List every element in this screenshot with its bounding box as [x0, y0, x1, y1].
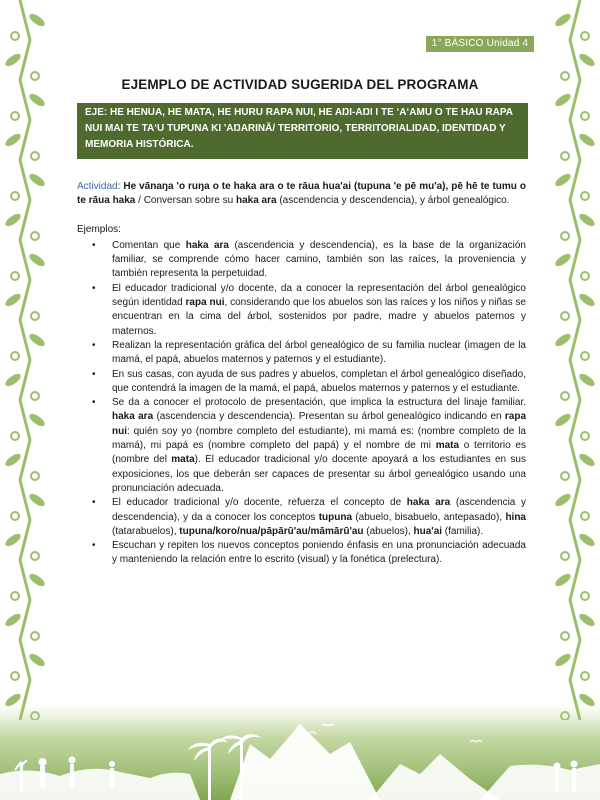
- border-vine: [570, 0, 580, 720]
- border-koru: [561, 312, 569, 320]
- decorative-border-right: [550, 0, 600, 720]
- border-leaf: [577, 52, 596, 69]
- border-koru: [11, 592, 19, 600]
- activity-paragraph: Actividad: He vānaŋa 'o ruŋa o te haka ara o te rāua hua'ai (tupuna 'e pē mu'a), pē hē te tumu o te rāua haka / Conversan sobre su haka ara (ascendencia y descendencia), y árbol genealógico.: [77, 181, 526, 207]
- main-content: [77, 180, 526, 568]
- list-item: • En sus casas, con ayuda de sus padres y abuelos, completan el árbol genealógico diseñado, que contendrá la imagen de la mamá, el papá, abuelos maternos y paternos y el estudiante.: [92, 368, 526, 394]
- list-item: • Se da a conocer el protocolo de presentación, que implica la estructura del linaje familiar. haka ara (ascendencia y descendencia). Presentan su árbol genealógico indicando en rapa nui: quién soy yo (nombre completo del estudiante), mi mamá es: (nombre completo de la mamá), mi papá es (nombre completo del papá) y el nombre de mi mata o territorio es (nombre del mata). El educador tradicional y/o docente apoyará a los estudiantes en sus exposiciones, los que deberán ser capaces de presentar su árbol genealógico usando una pronunciación adecuada.: [92, 397, 527, 494]
- eje-text: EJE: HE HENUA, HE MATA, HE HURU RAPA NUI, HE AŊI-AŊI I TE ‘A‘AMU O TE HAU RAPA NUI MAI TE TA‘U TUPUNA KI 'AŊARINĀ/ TERRITORIO, TERRITORIALIDAD, IDENTIDAD Y MEMORIA HISTÓRICA.: [85, 107, 513, 150]
- border-vine: [20, 0, 30, 720]
- unit-badge: 1° BÁSICO Unidad 4: [426, 36, 534, 52]
- bottom-landscape-illustration: [0, 704, 600, 800]
- border-leaf: [577, 612, 596, 629]
- border-leaf: [577, 452, 596, 469]
- list-item: • Escuchan y repiten los nuevos conceptos poniendo énfasis en una pronunciación adecuada y manteniendo la relación entre lo escrito (visual) y la fonética (prelectura).: [92, 540, 526, 566]
- border-leaf: [553, 652, 572, 669]
- border-koru: [11, 272, 19, 280]
- border-koru: [31, 552, 39, 560]
- border-leaf: [553, 92, 572, 109]
- border-koru: [31, 472, 39, 480]
- border-koru: [581, 592, 589, 600]
- border-leaf: [27, 572, 46, 589]
- border-koru: [581, 272, 589, 280]
- border-leaf: [27, 12, 46, 29]
- border-leaf: [27, 252, 46, 269]
- border-leaf: [3, 212, 22, 229]
- eje-box: [77, 103, 528, 159]
- decorative-border-left: [0, 0, 50, 720]
- list-item: • Realizan la representación gráfica del árbol genealógico de su familia nuclear (imagen de la mamá, el papá, abuelos maternos y paternos y el estudiante).: [92, 339, 526, 366]
- border-koru: [561, 552, 569, 560]
- border-leaf: [577, 532, 596, 549]
- border-koru: [581, 352, 589, 360]
- border-leaf: [577, 292, 596, 309]
- page-title: EJEMPLO DE ACTIVIDAD SUGERIDA DEL PROGRAMA: [121, 77, 479, 92]
- list-item: • El educador tradicional y/o docente, da a conocer la representación del árbol genealógico según identidad rapa nui, considerando que los abuelos son las raíces y los niños y niñas se encuentran en la cima del árbol, sostenidos por padre, madre y abuelos paternos y maternos.: [92, 282, 526, 337]
- list-item: • Comentan que haka ara (ascendencia y descendencia), es la base de la organización familiar, se comprende cómo hacer camino, también son las raíces, la proveniencia y también representa la perpetuidad.: [92, 239, 526, 280]
- border-koru: [11, 112, 19, 120]
- border-koru: [561, 232, 569, 240]
- border-koru: [11, 512, 19, 520]
- border-leaf: [3, 292, 22, 309]
- border-koru: [11, 672, 19, 680]
- border-leaf: [27, 412, 46, 429]
- border-koru: [11, 32, 19, 40]
- border-leaf: [553, 252, 572, 269]
- border-leaf: [3, 452, 22, 469]
- border-koru: [581, 512, 589, 520]
- border-koru: [11, 192, 19, 200]
- border-koru: [581, 192, 589, 200]
- border-leaf: [577, 212, 596, 229]
- border-leaf: [553, 332, 572, 349]
- border-koru: [561, 472, 569, 480]
- border-leaf: [553, 12, 572, 29]
- border-leaf: [3, 52, 22, 69]
- examples-list: [77, 239, 526, 568]
- border-koru: [31, 312, 39, 320]
- list-item: • El educador tradicional y/o docente, refuerza el concepto de haka ara (ascendencia y descendencia), y da a conocer los conceptos tupuna (abuelo, bisabuelo, antepasado), hina (tatarabuelos), tupuna/koro/nua/pāpārū'au/māmārū'au (abuelos), hua'ai (familia).: [92, 497, 526, 537]
- border-leaf: [27, 652, 46, 669]
- border-koru: [561, 392, 569, 400]
- border-koru: [31, 232, 39, 240]
- border-leaf: [27, 332, 46, 349]
- border-koru: [581, 432, 589, 440]
- border-koru: [581, 672, 589, 680]
- border-koru: [31, 632, 39, 640]
- border-leaf: [553, 172, 572, 189]
- border-leaf: [553, 412, 572, 429]
- border-koru: [581, 112, 589, 120]
- border-leaf: [27, 492, 46, 509]
- border-leaf: [553, 492, 572, 509]
- border-koru: [11, 432, 19, 440]
- border-leaf: [27, 172, 46, 189]
- border-leaf: [27, 92, 46, 109]
- border-leaf: [577, 372, 596, 389]
- border-leaf: [3, 132, 22, 149]
- border-koru: [581, 32, 589, 40]
- border-leaf: [577, 132, 596, 149]
- border-koru: [561, 152, 569, 160]
- border-leaf: [3, 532, 22, 549]
- border-koru: [31, 152, 39, 160]
- activity-label: Actividad: [77, 181, 118, 192]
- examples-label: Ejemplos:: [77, 223, 121, 235]
- border-leaf: [3, 612, 22, 629]
- border-koru: [561, 632, 569, 640]
- activity-title: He vānaŋa 'o ruŋa o te haka ara o te rāua hua'ai (tupuna 'e pē mu'a), pē hē te tumu o te rāua haka: [77, 181, 526, 207]
- border-koru: [11, 352, 19, 360]
- border-koru: [31, 392, 39, 400]
- border-leaf: [3, 372, 22, 389]
- border-leaf: [553, 572, 572, 589]
